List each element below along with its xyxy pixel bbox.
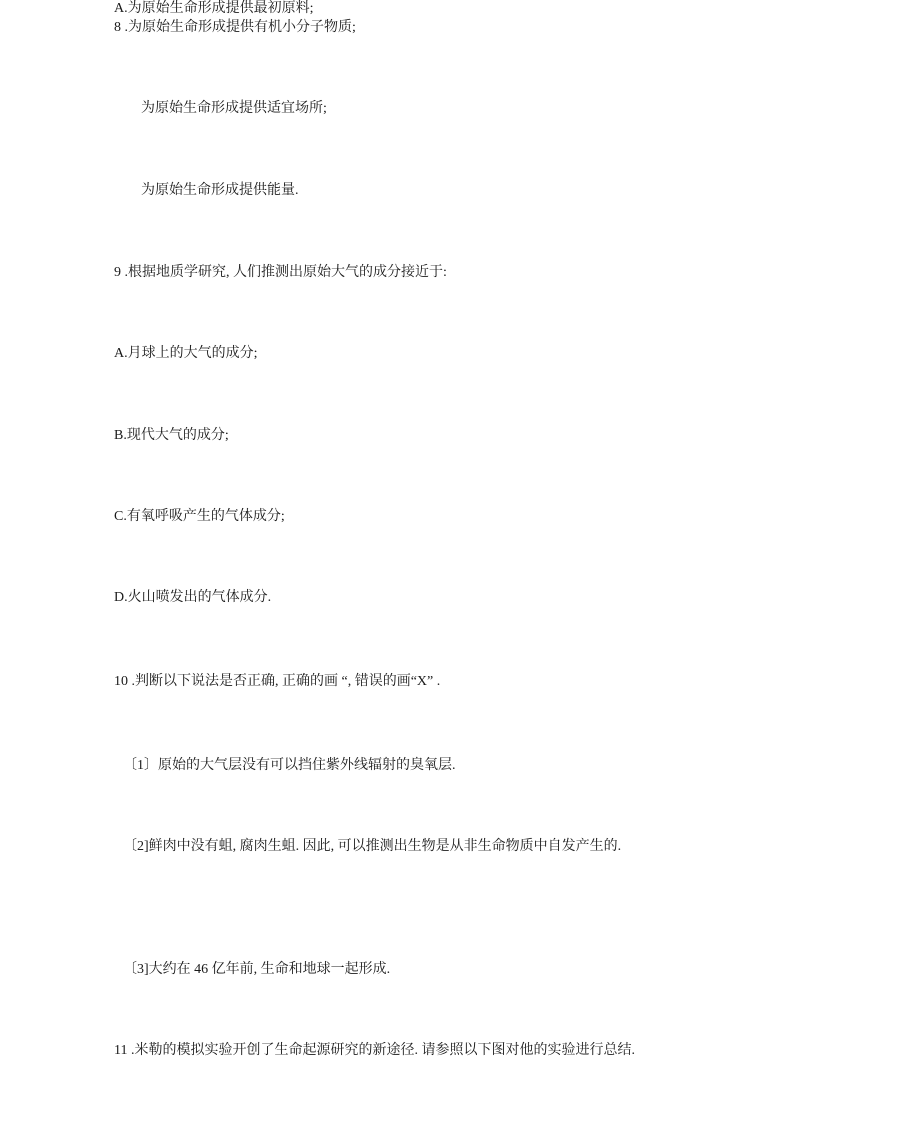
question-9-option-b: B.现代大气的成分;: [114, 428, 229, 443]
question-10-item-1: 〔1〕原始的大气层没有可以挡住紫外线辐射的臭氧层.: [123, 758, 456, 773]
question-9: 9 .根据地质学研究, 人们推测出原始大气的成分接近于:: [114, 265, 447, 280]
question-9-option-d: D.火山喷发出的气体成分.: [114, 590, 272, 605]
question-9-option-c: C.有氧呼吸产生的气体成分;: [114, 509, 285, 524]
question-10-item-3: 〔3]大约在 46 亿年前, 生命和地球一起形成.: [123, 962, 391, 977]
question-10: 10 .判断以下说法是否正确, 正确的画 “, 错误的画“X” .: [114, 674, 441, 689]
option-b-line: 8 .为原始生命形成提供有机小分子物质;: [114, 20, 356, 35]
question-10-item-2: 〔2]鲜肉中没有蛆, 腐肉生蛆. 因此, 可以推测出生物是从非生命物质中自发产生的.: [123, 839, 622, 854]
option-d-line: 为原始生命形成提供能量.: [141, 183, 299, 198]
option-c-line: 为原始生命形成提供适宜场所;: [141, 101, 327, 116]
option-a-line: A.为原始生命形成提供最初原料;: [114, 1, 314, 16]
question-11: 11 .米勒的模拟实验开创了生命起源研究的新途径. 请参照以下图对他的实验进行总结.: [114, 1043, 635, 1058]
question-9-option-a: A.月球上的大气的成分;: [114, 346, 258, 361]
